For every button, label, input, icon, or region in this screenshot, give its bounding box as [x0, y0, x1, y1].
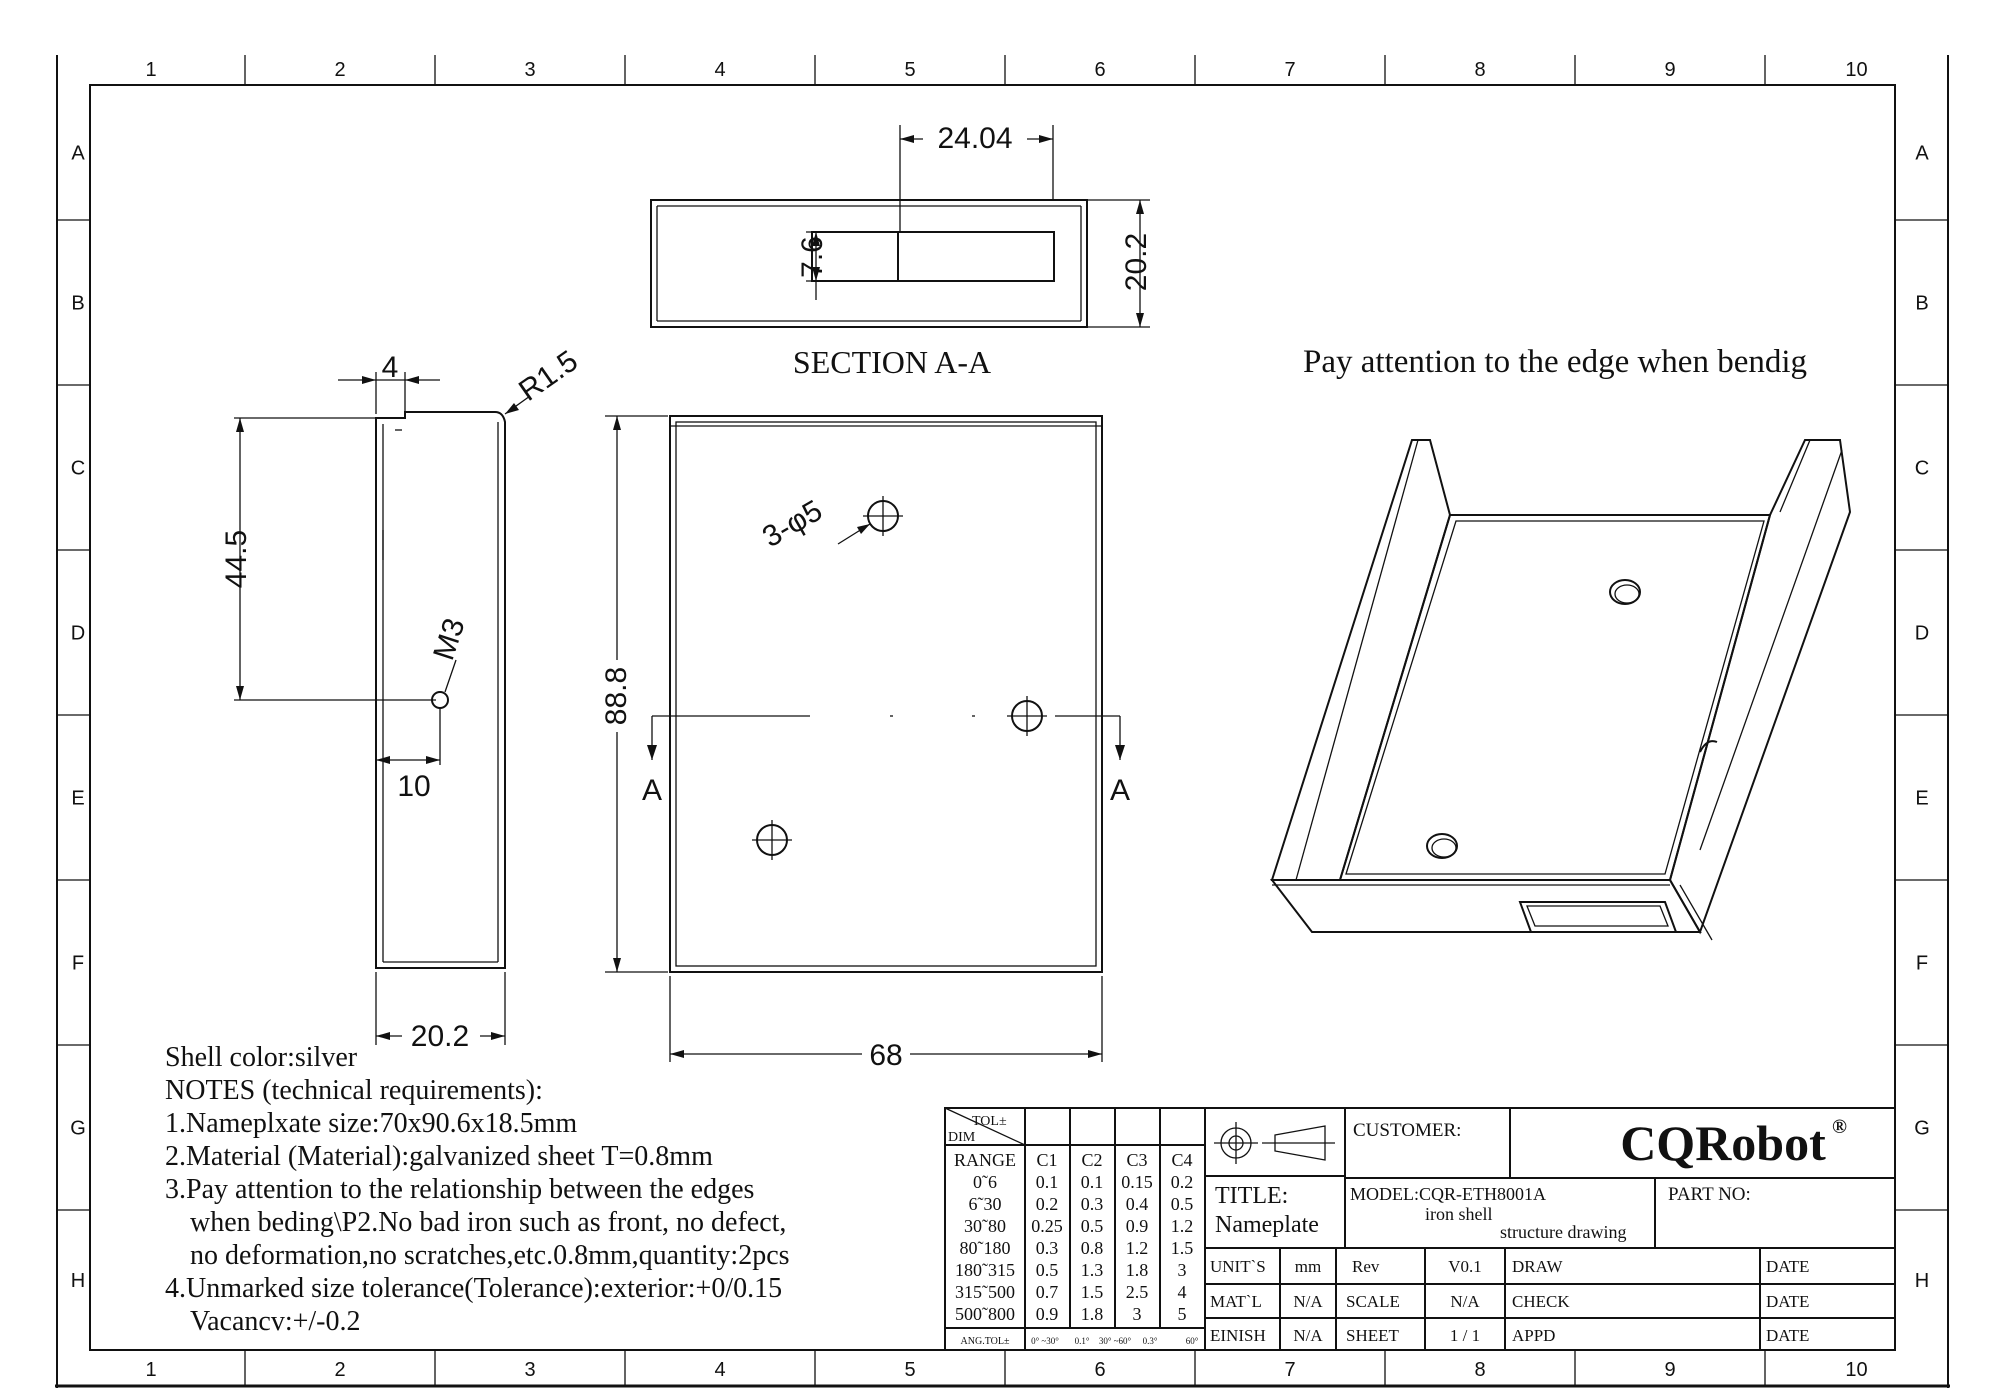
note-3-cont: when beding\P2.No bad iron such as front, no defect,: [190, 1207, 787, 1238]
tol-cell: 3: [1132, 1304, 1142, 1324]
tolerance-table: [945, 1108, 1205, 1350]
row-label: B: [1915, 292, 1929, 315]
row-ticks-left: [57, 143, 90, 1293]
row-ticks-right: [1895, 143, 1948, 1293]
tol-cell: 4: [1177, 1282, 1187, 1302]
ang-tol-values: [1031, 1336, 1199, 1346]
sheet-label: SHEET: [1346, 1326, 1399, 1345]
mounting-hole: [1007, 696, 1047, 736]
cut-label-right: A: [1109, 774, 1131, 807]
column-label: 1: [145, 59, 157, 81]
tol-cell: 1.8: [1125, 1260, 1149, 1280]
row-label: E: [71, 787, 85, 810]
tol-cell: 80˜180: [959, 1238, 1011, 1258]
tol-header-cell: C1: [1036, 1150, 1058, 1170]
date-label: DATE: [1766, 1326, 1810, 1345]
column-ticks-top: [145, 55, 1867, 85]
tol-body: [955, 1172, 1193, 1324]
customer-label: CUSTOMER:: [1353, 1120, 1462, 1141]
tol-cell: 0.3: [1035, 1238, 1059, 1258]
tol-cell: 0.25: [1031, 1216, 1063, 1236]
row-label: G: [70, 1117, 86, 1140]
row-label: D: [1914, 622, 1930, 645]
ang-tol-value: 0.3°: [1142, 1336, 1158, 1346]
tol-cell: 0.5: [1170, 1194, 1194, 1214]
tol-cell: 0.4: [1125, 1194, 1149, 1214]
row-label: F: [71, 952, 85, 975]
column-label: 8: [1474, 1359, 1486, 1381]
units-label: UNIT`S: [1210, 1257, 1266, 1276]
units-value: mm: [1294, 1257, 1322, 1276]
row-label: E: [1915, 787, 1929, 810]
tol-header-row: [954, 1150, 1193, 1170]
row-label: B: [71, 292, 85, 315]
tol-header-cell: C4: [1171, 1150, 1193, 1170]
sheet-value: 1 / 1: [1449, 1326, 1481, 1345]
column-label: 7: [1284, 59, 1296, 81]
cut-label-left: A: [641, 774, 663, 807]
column-label: 1: [145, 1359, 157, 1381]
column-label: 8: [1474, 59, 1486, 81]
date-label: DATE: [1766, 1292, 1810, 1311]
tol-cell: 500˜800: [955, 1304, 1015, 1324]
draw-label: DRAW: [1512, 1257, 1563, 1276]
tol-cell: 0.1: [1035, 1172, 1059, 1192]
front-hole-label: 3-φ5: [757, 494, 828, 555]
matl-label: MAT`L: [1210, 1292, 1262, 1311]
note-3: 3.Pay attention to the relationship between the edges: [165, 1174, 755, 1205]
brand-name: CQRobot: [1620, 1115, 1826, 1171]
title-block: [1205, 1108, 1895, 1350]
tol-cell: 0.2: [1035, 1194, 1059, 1214]
desc-line-1: iron shell: [1425, 1204, 1493, 1224]
brand-mark: ®: [1832, 1116, 1847, 1138]
model-label: MODEL:CQR-ETH8001A: [1350, 1184, 1546, 1204]
tol-cell: 1.5: [1080, 1282, 1104, 1302]
note-4: 4.Unmarked size tolerance(Tolerance):exterior:+0/0.15: [165, 1273, 783, 1304]
brand-logo: [1620, 1115, 1847, 1171]
column-label: 9: [1664, 1359, 1676, 1381]
shell-color: Shell color:silver: [165, 1042, 358, 1073]
column-label: 6: [1094, 59, 1106, 81]
side-view: [220, 344, 584, 1053]
appd-label: APPD: [1512, 1326, 1556, 1345]
finish-value: N/A: [1293, 1326, 1323, 1345]
section-dim-height: 20.2: [1120, 232, 1153, 292]
tol-cell: 1.2: [1125, 1238, 1149, 1258]
row-label: A: [1915, 142, 1929, 165]
section-view: [651, 118, 1153, 380]
section-title: SECTION A-A: [792, 344, 992, 380]
ang-tol-label: ANG.TOL±: [960, 1336, 1010, 1347]
side-dim-radius: R1.5: [513, 344, 584, 408]
tol-cell: 0.9: [1035, 1304, 1059, 1324]
tol-cell: 0.1: [1080, 1172, 1104, 1192]
tol-corner-top: TOL±: [972, 1114, 1007, 1129]
tol-cell: 315˜500: [955, 1282, 1015, 1302]
scale-value: N/A: [1450, 1292, 1480, 1311]
row-label: H: [1914, 1270, 1930, 1292]
tol-header-cell: C2: [1081, 1150, 1103, 1170]
title-value: Nameplate: [1215, 1212, 1319, 1238]
front-dim-height: 88.8: [600, 666, 633, 726]
tol-cell: 0.2: [1170, 1172, 1194, 1192]
tol-cell: 0.8: [1080, 1238, 1104, 1258]
tol-cell: 3: [1177, 1260, 1187, 1280]
note-1: 1.Nameplxate size:70x90.6x18.5mm: [165, 1108, 578, 1139]
front-dim-width: 68: [869, 1039, 903, 1072]
column-label: 2: [334, 59, 346, 81]
isometric-view: [1272, 344, 1850, 940]
side-dim-hole-offset: 10: [397, 770, 431, 803]
tol-cell: 0.9: [1125, 1216, 1149, 1236]
section-dim-slot: 7.6: [796, 236, 829, 278]
tol-cell: 0.7: [1035, 1282, 1059, 1302]
tol-cell: 1.5: [1170, 1238, 1194, 1258]
note-2: 2.Material (Material):galvanized sheet T=0.8mm: [165, 1141, 713, 1172]
column-label: 4: [714, 1359, 726, 1381]
side-hole-label: M3: [427, 614, 472, 665]
tol-cell: 2.5: [1125, 1282, 1149, 1302]
check-label: CHECK: [1512, 1292, 1570, 1311]
column-label: 3: [524, 1359, 536, 1381]
mounting-hole: [752, 820, 792, 860]
row-label: H: [70, 1270, 86, 1292]
iso-note: Pay attention to the edge when bendig: [1302, 344, 1808, 380]
tol-header-cell: RANGE: [954, 1150, 1016, 1170]
ang-tol-value: 30° ~60°: [1098, 1336, 1132, 1346]
tol-cell: 0˜6: [973, 1172, 997, 1192]
tol-cell: 0.15: [1121, 1172, 1153, 1192]
row-label: F: [1915, 952, 1929, 975]
side-dim-width: 20.2: [410, 1020, 470, 1053]
date-label: DATE: [1766, 1257, 1810, 1276]
front-view: [598, 416, 1130, 1072]
column-label: 9: [1664, 59, 1676, 81]
mounting-hole: [863, 496, 903, 536]
tol-cell: 1.8: [1080, 1304, 1104, 1324]
row-label: A: [71, 142, 85, 165]
column-label: 3: [524, 59, 536, 81]
tol-cell: 1.2: [1170, 1216, 1194, 1236]
column-label: 10: [1845, 59, 1868, 81]
column-label: 5: [904, 1359, 916, 1381]
title-label: TITLE:: [1215, 1183, 1289, 1209]
tol-cell: 180˜315: [955, 1260, 1015, 1280]
rev-value: V0.1: [1448, 1257, 1482, 1276]
note-3-cont: no deformation,no scratches,etc.0.8mm,quantity:2pcs: [190, 1240, 790, 1271]
notes-heading: NOTES (technical requirements):: [165, 1075, 543, 1106]
row-label: C: [1914, 457, 1930, 480]
row-label: D: [70, 622, 86, 645]
tol-cell: 30˜80: [964, 1216, 1006, 1236]
projection-symbol-icon: [1214, 1122, 1335, 1164]
column-label: 5: [904, 59, 916, 81]
matl-value: N/A: [1293, 1292, 1323, 1311]
ang-tol-value: 60°: [1185, 1336, 1199, 1346]
row-label: C: [70, 457, 86, 480]
tol-header-cell: C3: [1126, 1150, 1148, 1170]
column-label: 4: [714, 59, 726, 81]
ang-tol-value: 0° ~30°: [1031, 1336, 1059, 1346]
side-dim-top: 4: [381, 351, 399, 384]
notes-block: [165, 1042, 790, 1337]
tol-corner-bottom: DIM: [948, 1130, 976, 1145]
tol-cell: 5: [1177, 1304, 1187, 1324]
side-dim-hole-height: 44.5: [220, 529, 253, 589]
tol-cell: 0.5: [1080, 1216, 1104, 1236]
column-label: 2: [334, 1359, 346, 1381]
column-label: 10: [1845, 1359, 1868, 1381]
ang-tol-value: 0.1°: [1074, 1336, 1090, 1346]
tol-cell: 0.3: [1080, 1194, 1104, 1214]
column-label: 6: [1094, 1359, 1106, 1381]
note-4-cont: Vacancv:+/-0.2: [190, 1306, 361, 1337]
desc-line-2: structure drawing: [1500, 1222, 1627, 1242]
column-ticks-bottom: [145, 1350, 1867, 1386]
scale-label: SCALE: [1346, 1292, 1400, 1311]
section-dim-width: 24.04: [937, 122, 1013, 155]
row-label: G: [1914, 1117, 1930, 1140]
tol-cell: 0.5: [1035, 1260, 1059, 1280]
tol-cell: 6˜30: [968, 1194, 1002, 1214]
column-label: 7: [1284, 1359, 1296, 1381]
finish-label: EINISH: [1210, 1326, 1266, 1345]
tol-cell: 1.3: [1080, 1260, 1104, 1280]
part-no-label: PART NO:: [1668, 1184, 1751, 1205]
rev-label: Rev: [1352, 1257, 1380, 1276]
